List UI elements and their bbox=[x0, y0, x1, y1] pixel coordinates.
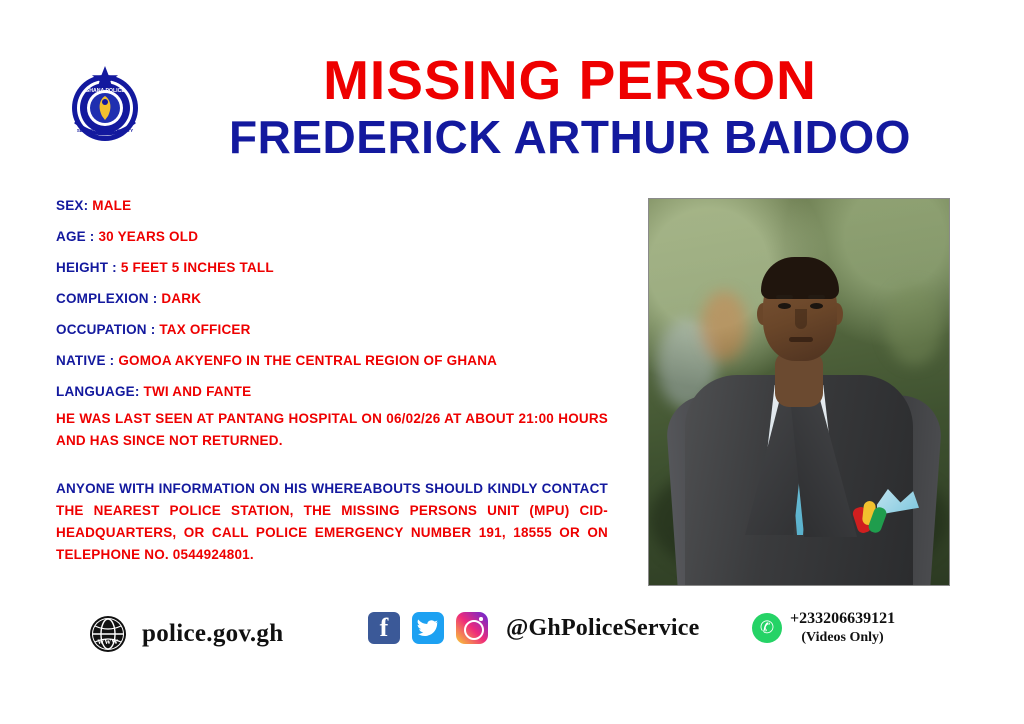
detail-value-occupation: TAX OFFICER bbox=[159, 322, 251, 337]
person-name: FREDERICK ARTHUR BAIDOO bbox=[229, 110, 911, 163]
person-details-list bbox=[56, 198, 616, 415]
detail-value-sex: MALE bbox=[92, 198, 132, 213]
detail-value-complexion: DARK bbox=[161, 291, 202, 306]
detail-label-occupation: OCCUPATION : bbox=[56, 322, 156, 337]
twitter-icon[interactable] bbox=[412, 612, 444, 644]
globe-www-icon: www bbox=[88, 614, 128, 654]
detail-label-complexion: COMPLEXION : bbox=[56, 291, 158, 306]
facebook-icon[interactable]: f bbox=[368, 612, 400, 644]
detail-value-age: 30 YEARS OLD bbox=[98, 229, 199, 244]
detail-label-sex: SEX: bbox=[56, 198, 89, 213]
whatsapp-contact[interactable] bbox=[752, 610, 895, 646]
photo-subject bbox=[649, 199, 949, 585]
person-photo bbox=[648, 198, 950, 586]
detail-row-age bbox=[56, 229, 616, 244]
social-links bbox=[368, 612, 699, 644]
detail-label-age: AGE : bbox=[56, 229, 95, 244]
detail-value-height: 5 FEET 5 INCHES TALL bbox=[120, 260, 274, 275]
whatsapp-note: (Videos Only) bbox=[801, 630, 884, 646]
detail-row-occupation bbox=[56, 322, 616, 337]
page-title: MISSING PERSON bbox=[323, 49, 817, 111]
poster-title-block bbox=[170, 49, 970, 163]
contact-statement-lead: ANYONE WITH INFORMATION ON HIS WHEREABOUTS SHOULD KINDLY CONTACT bbox=[56, 481, 608, 496]
whatsapp-number: +233206639121 bbox=[790, 610, 896, 627]
detail-row-sex bbox=[56, 198, 616, 213]
detail-label-height: HEIGHT : bbox=[56, 260, 117, 275]
detail-label-language: LANGUAGE: bbox=[56, 384, 140, 399]
svg-text:SERVICE WITH INTEGRITY: SERVICE WITH INTEGRITY bbox=[76, 128, 134, 133]
detail-row-complexion bbox=[56, 291, 616, 306]
ghana-police-crest-icon bbox=[62, 62, 148, 148]
detail-label-native: NATIVE : bbox=[56, 353, 115, 368]
website-url[interactable]: police.gov.gh bbox=[142, 620, 284, 647]
social-handle[interactable]: @GhPoliceService bbox=[506, 614, 700, 641]
detail-row-height bbox=[56, 260, 616, 275]
detail-row-native bbox=[56, 353, 616, 368]
last-seen-statement: HE WAS LAST SEEN AT PANTANG HOSPITAL ON 06/02/26 AT ABOUT 21:00 HOURS AND HAS SINCE NOT RETURNED. bbox=[56, 411, 608, 448]
detail-value-language: TWI AND FANTE bbox=[143, 384, 252, 399]
svg-text:GHANA POLICE: GHANA POLICE bbox=[85, 88, 125, 94]
detail-value-native: GOMOA AKYENFO IN THE CENTRAL REGION OF GHANA bbox=[118, 353, 498, 368]
instagram-icon[interactable] bbox=[456, 612, 488, 644]
detail-row-language bbox=[56, 384, 616, 399]
poster-header bbox=[0, 30, 1024, 170]
poster-footer bbox=[0, 600, 1024, 690]
whatsapp-icon[interactable]: ✆ bbox=[752, 613, 782, 643]
whatsapp-text bbox=[790, 610, 895, 646]
contact-statement-rest: THE NEAREST POLICE STATION, THE MISSING PERSONS UNIT (MPU) CID-HEADQUARTERS, OR CALL POLICE EMERGENCY NUMBER 191, 18555 OR ON TELEPHONE NO. 0544924801. bbox=[56, 502, 608, 562]
website-block[interactable] bbox=[88, 614, 283, 654]
contact-statement bbox=[56, 478, 608, 565]
